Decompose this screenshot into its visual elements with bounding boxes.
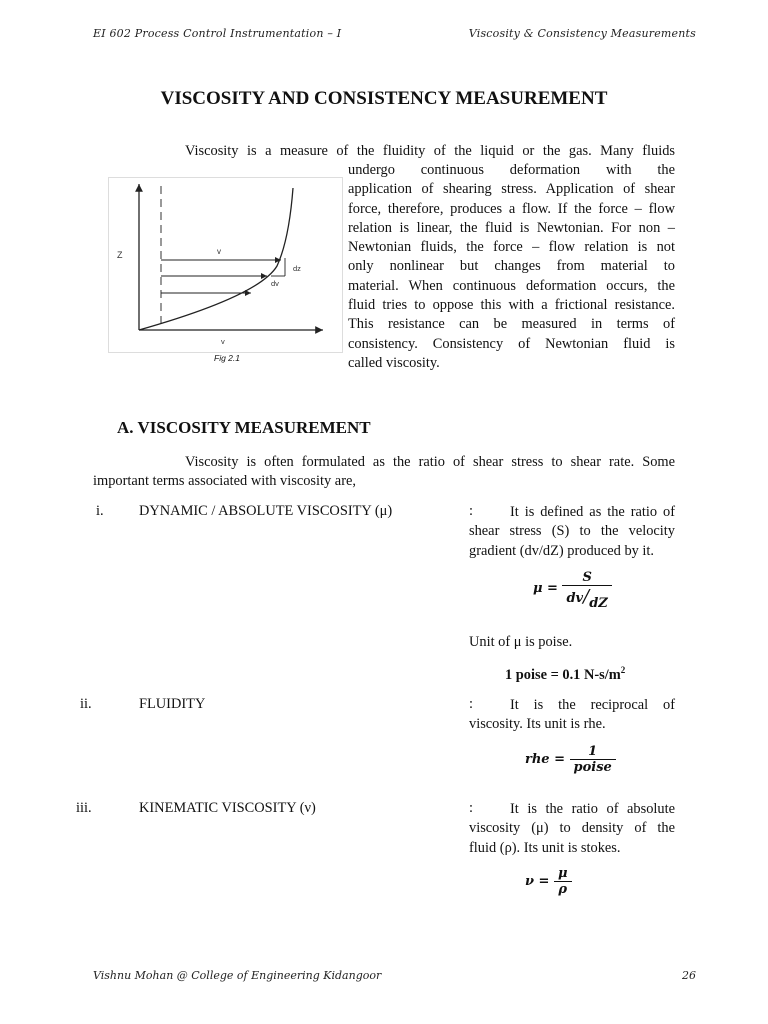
intro-line: only nonlinear but changes from material to: [348, 258, 675, 275]
formula-lhs: μ =: [533, 581, 558, 596]
formula-fraction: [554, 866, 572, 897]
velocity-profile-figure: [108, 177, 343, 353]
intro-line: fluid tries to oppose this with a frictional resistance.: [348, 297, 675, 314]
term-numeral: ii.: [80, 696, 92, 712]
intro-line: called viscosity.: [348, 354, 440, 371]
formula-numerator: μ: [554, 866, 572, 882]
term-definition: [469, 696, 675, 735]
formula-denominator: ρ: [558, 882, 568, 897]
formula-denominator: poise: [573, 760, 612, 775]
figure-caption: Fig 2.1: [214, 353, 240, 363]
unit-equation: [505, 665, 625, 684]
z-label: Z: [117, 250, 123, 260]
intro-line: undergo continuous deformation with the: [348, 162, 675, 178]
intro-line: This resistance can be measured in terms of: [348, 316, 675, 333]
term-name: FLUIDITY: [139, 696, 206, 712]
term-colon: :: [469, 696, 473, 712]
formula-fraction: [562, 570, 611, 611]
intro-line: relation is linear, the fluid is Newtonian. For non –: [348, 219, 675, 236]
term-numeral: i.: [96, 503, 104, 519]
kinematic-viscosity-formula: [525, 866, 572, 897]
formula-lhs: rhe =: [525, 752, 565, 767]
definition-line: viscosity (μ) to density of the: [469, 820, 675, 837]
term-colon: :: [469, 800, 473, 816]
running-header-left: EI 602 Process Control Instrumentation – I: [93, 27, 342, 40]
v-top-label: v: [217, 247, 221, 256]
intro-line: material. When continuous deformation occurs, the: [348, 277, 675, 294]
page-title: VISCOSITY AND CONSISTENCY MEASUREMENT: [160, 88, 608, 109]
dynamic-viscosity-formula: [533, 570, 612, 611]
definition-line: viscosity. Its unit is rhe.: [469, 716, 606, 733]
formula-numerator: S: [562, 570, 611, 586]
intro-line: Newtonian fluids, the force – flow relation is not: [348, 239, 675, 256]
intro-first-line: Viscosity is a measure of the fluidity of the liquid or the gas. Many fluids: [185, 143, 675, 159]
dv-label: dv: [271, 279, 279, 288]
definition-line: shear stress (S) to the velocity: [469, 523, 675, 540]
definition-line: It is defined as the ratio of: [510, 504, 675, 520]
denominator-part: dv: [566, 591, 584, 606]
velocity-profile-curve: [139, 188, 293, 330]
term-definition: [469, 503, 675, 561]
section-intro: [93, 453, 675, 492]
formula-denominator: dv/dZ: [566, 586, 608, 611]
term-definition: [469, 800, 675, 858]
fluidity-formula: [525, 744, 616, 775]
formula-fraction: [570, 744, 616, 775]
unit-text: Unit of μ is poise.: [469, 634, 573, 650]
term-name: KINEMATIC VISCOSITY (ν): [139, 800, 316, 816]
formula-numerator: 1: [570, 744, 616, 760]
definition-line: gradient (dv/dZ) produced by it.: [469, 542, 655, 559]
intro-line: consistency. Consistency of Newtonian fluid is: [348, 335, 675, 352]
intro-paragraph: [348, 161, 675, 373]
denominator-part: dZ: [589, 596, 608, 611]
footer-author: Vishnu Mohan @ College of Engineering Kidangoor: [93, 969, 382, 982]
definition-line: fluid (ρ). Its unit is stokes.: [469, 839, 621, 856]
unit-superscript: 2: [620, 665, 626, 675]
unit-equation-text: 1 poise = 0.1 N-s/m: [505, 666, 621, 683]
section-heading: A. VISCOSITY MEASUREMENT: [117, 418, 371, 437]
term-numeral: iii.: [76, 800, 92, 816]
dz-label: dz: [293, 264, 301, 273]
section-intro-text: Viscosity is often formulated as the ratio of shear stress to shear rate. Some important terms associated with viscosity are,: [93, 454, 675, 490]
intro-line: force, therefore, produces a flow. If the force – flow: [348, 200, 675, 217]
v-bottom-label: v: [221, 337, 225, 346]
term-colon: :: [469, 503, 473, 519]
running-header-right: Viscosity & Consistency Measurements: [468, 27, 696, 40]
term-name: DYNAMIC / ABSOLUTE VISCOSITY (μ): [139, 503, 393, 519]
definition-line: It is the ratio of absolute: [510, 801, 675, 817]
definition-line: It is the reciprocal of: [510, 697, 675, 713]
page-number: 26: [682, 969, 696, 982]
formula-lhs: ν =: [525, 874, 550, 889]
intro-line: application of shearing stress. Application of shear: [348, 181, 675, 198]
